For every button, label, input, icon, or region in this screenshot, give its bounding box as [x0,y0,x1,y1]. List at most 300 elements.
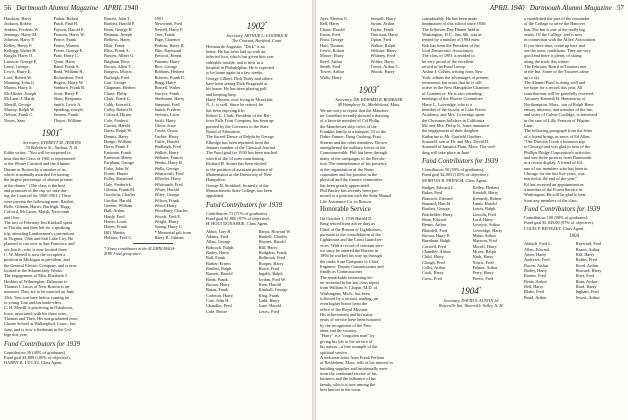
text-line: C. H. Merrill is practicing in Oskaloosa, [4,305,74,311]
contributor-name: Wells, Harry [320,74,342,80]
left-column-3 [206,16,308,418]
contributor-name: Hazen, Arthur [575,246,600,252]
text-line: lege this year. [4,332,28,338]
contributor-name: Lamson, George P. [4,58,37,64]
contributor-name: Merrill, George [4,101,31,107]
contributor-name: Davis, Ralph W. [104,128,133,134]
text-line: Iowa, associated with his three sons, [4,310,67,316]
honorable-service-heading: Honorable Service [320,205,371,213]
contributor-name: Bancroft, Edward [422,195,453,201]
text-line: On October 1, 1939 Harold D. [320,215,373,221]
contributor-name: Robbins, Herbert [154,69,185,75]
text-line: Dabie Farmer, Doug Cushing, Fran [320,134,381,140]
contributor-name: Goodwin, Charles [104,192,136,198]
contributor-name: Colby, Robert B. [104,106,134,112]
contributor-name: Ames, Harry [524,252,547,258]
text-line: considerably. He has been made [422,16,478,21]
text-line: located at the Schenectady Works. [4,268,63,274]
text-line: York, admits the advantages of present [422,74,489,80]
contributor-name: Clark, Frank C. [104,96,131,102]
text-line: at the Inn. Some of the Trustees came [524,69,589,75]
contributor-name: Russell, Walter [154,85,181,91]
text-line: be very proud of the excellent [422,58,474,64]
contributor-name: Johnson, Harry P. [4,37,35,43]
contributor-name: Weeks, Harry R. [154,160,184,166]
contributor-name: Thurston, Harry [370,32,399,38]
contributor-name: Sanborn, Frank B. [53,85,86,91]
contributor-name: Nash, Harry [472,254,494,260]
contributor-name: Fuller, Raymond [104,176,133,182]
contributor-name: Kennedy, Robert [472,195,502,201]
contributor-name: Peirce, Frank [53,37,77,43]
text-line: better. He has been laid up with an [206,48,266,54]
contributor-name: Clough, Fred [422,259,445,265]
contributor-name: Ingalls, Ralph [258,271,283,277]
contributor-name: Kent, Harold [258,282,281,288]
contributor-name: Brown, Harry [206,282,230,288]
contributor-name: Rugg, Harry [154,80,176,86]
text-line: of Commerce. He is also attending [422,90,482,96]
contributor-name: Smith, Lewis A. [53,101,82,107]
text-line: giving his life to the service of [320,338,373,344]
text-line: Elbridge has been reprinted from the [206,139,270,145]
contributor-name: Pettee, Warren [53,42,79,48]
contributor-name: Ingham, Fred [575,289,599,295]
contributor-name: Tower, Arthur [320,69,345,75]
contributor-name: Hawkins, Harry [4,16,32,21]
text-line: the General Electric Company, and is now [4,262,77,268]
contributor-name: Taylor, Frank [370,26,394,32]
contributor-name: Lewis, Fred [258,308,280,314]
contributor-name: Barker, Ernest [206,260,231,266]
text-line: pointed by the Governor to the State [206,123,269,129]
text-line: to be home again in a few weeks. [206,70,264,76]
contributor-name: Kimball, George [258,287,288,293]
contributor-name: Perkins, Harry B. [154,42,185,48]
contributor-name: Blair, Frank [104,42,125,48]
contributor-name: Cate, John H. [206,298,230,304]
contributor-name: Dennis, Harry [104,133,129,139]
contributor-name: Fiske, John W. [104,165,130,171]
contributor-name: Foster, Hazen [104,170,128,176]
contributor-name: Hayward, Fred [575,241,602,247]
text-line: Colcord, McCarter, Marsh, Newcomb [4,209,70,215]
text-line: Eddie writes: "You will be surprised to [4,150,71,156]
text-line: ing the Carnival for 1900-1901.) There [4,193,71,199]
text-line: If you have time, come up here and [524,42,585,48]
contributor-name: Parker, Robert [53,16,79,21]
contributor-name: Payson, Harold E. [53,26,85,32]
text-line: the Manchester ship crews of the [320,123,377,129]
contributor-names [206,229,308,315]
text-line: lows Falls Trust Company, has been ap- [206,118,275,124]
contributor-name: Adams, Fred [206,233,229,239]
text-line: years of service have been honored [320,317,381,323]
text-line: Phillips Dodge Corporation's activities [524,149,591,155]
text-line: The engagement of Miss Elizabeth J. [4,273,68,279]
text-line: and saw three pictures from Dartmouth [524,154,592,160]
text-line: Stearns and the other members. Brown [320,139,387,145]
text-line: with 6 of the 14 men contributing. [206,155,265,161]
contributor-name: Bean, George H. [104,26,133,32]
contributor-name: Hood, Arthur [575,262,599,268]
secretary-address: 35 Belvidere St., Nashua, N. H. [25,145,79,151]
contributor-name: Lord, Robert W. [4,74,32,80]
class-notes-body [422,16,520,155]
contributor-name: Bartlett, Harold P. [104,21,136,27]
contributor-name: Allen, Edward [524,246,550,252]
contributor-name: Smith, Fred [320,64,341,70]
contributor-name: Chandler, Arthur [422,249,451,255]
text-line: Inn. The Inn is one of the really big [524,26,585,32]
contributor-name: Lord, Harry [472,217,494,223]
text-line: The Fund goal for 1939 has been reached [206,150,278,156]
contributor-name: Cook, Harry [422,270,444,276]
contributor-name: Stevens, Leon [154,112,179,118]
contributor-name: Smith, Frederic [154,106,182,112]
contributor-names [524,241,624,300]
left-magazine-title: Dartmouth Alumni Magazine [16,4,99,12]
contributor-name: Carr, George [104,80,127,86]
contributor-name: Haynes, Harold [258,239,286,245]
contributor-name: Baker, Fred [422,190,443,196]
fund-contributors: Contributors 50 (59% of graduates). [422,166,485,172]
contributor-name: Newcomb, Fred [154,21,183,27]
fund-contributors: Contributors 39 (48% of graduates). [4,349,67,355]
text-line: even higher honor from the [320,301,368,307]
contributor-name: White, Harold [154,187,180,192]
text-line: George Gilbert, Dick Duffy and others [206,75,273,81]
right-running-head [490,4,624,12]
contributor-name: Harry B. Gilman [154,235,184,241]
text-line: nounced. They are to be married on June [4,289,75,295]
text-line: see the snow conditions. They are very [524,48,591,54]
text-line: A welcome letter from Frank Perham [320,354,385,360]
contributor-name: Holmes, Fred C. [104,235,133,241]
text-line: Scannell, son of Dr. and Mrs. David D. [422,138,490,144]
contributor-name: Lewis, Robert [320,48,345,54]
text-line: N. J., is well. Since he retired, he [206,102,263,108]
text-line: Dinner in Boston by a number of us, [4,166,67,172]
contributor-name: Chandler, Fred [206,303,232,309]
text-line: The Alumni Fund is doing well and [524,80,586,86]
contributor-name: Wells, George [154,165,179,171]
text-line: good and there is plenty of skiing [524,53,582,59]
left-column-1 [4,16,100,418]
text-line: June, and is now a freshman in the Col- [4,326,73,332]
text-line: Washington. He will be glad to hear [524,192,586,198]
text-line: building supplies and incidentally men- [320,365,389,371]
text-line: married at the end of the year." [524,176,578,182]
text-line: we hope for a record this year. All [524,85,583,91]
name-list-top [4,16,100,123]
contributor-name: Norris, Fred [472,259,494,265]
class-heading-1902: 1902* [246,21,268,31]
contributor-name: Pierce, Fred [472,275,494,281]
text-line: Harry Bowen, now living in Montclair, [206,97,274,103]
text-line: ice since he entered the Bureau in [320,247,378,253]
left-running-head [4,4,138,12]
class-notes-tail [320,355,418,392]
text-line: have been seeing Dick Fitzgerald at [206,81,268,86]
contributor-name: Patch, Paul H. [53,21,79,27]
contributor-name: Gordon, Harold [104,197,132,203]
text-line: of the College to serve the Hanover [524,21,586,27]
text-line: in connection with the Allies' Association. [524,37,597,43]
text-line: of a friend brings us news of Ed Allen: [524,133,591,139]
contributor-name: Manning, John G. [4,80,36,86]
text-line: Arthur J. Cohen, writing from New [422,69,483,75]
text-line: Chief of the Bureau of Lighthouses, [320,226,382,232]
contributor-name: Brown, Allen T. [104,64,132,70]
contributor-name: Lincoln, Fred [472,211,496,217]
contributor-name: Lane, Harold [258,303,282,309]
contributor-name: Wilson, Frank [154,197,179,203]
text-line: the engagement of their daughter [422,128,479,134]
text-line: 1894 he worked his way up through [320,253,382,259]
contributor-name: Bartlett, George [422,206,450,212]
text-line: by the recognition of the Pres- [320,322,373,328]
text-line: Mr. and Mrs. Philip N. Jones announce [422,122,490,128]
text-line: The following paragraph from the letter [524,128,593,134]
contributor-name: Bassett, Harold [206,271,233,277]
text-line: his nation—a fine example of the [320,344,378,350]
contributor-name: Wheeler, Harry [154,176,182,182]
contributor-name: Chase, Philip [104,90,127,96]
text-line: Choate School at Wallingford, Conn., last [4,321,76,327]
text-line: finally as Commissioner. [320,269,363,275]
text-line: Franklin family at a banquet, 15 of the [320,129,387,135]
contributor-name: Marston, Fred [472,238,497,244]
contributor-name: Palmer, Arthur [472,265,498,271]
contributor-name: Bellows, Harry [104,37,131,43]
contributor-name: Emerson, Henry [104,154,133,160]
contributor-name: Ladd, Harry [258,298,280,304]
footnote-line: * Ninety contributors in the ALUMNI MAGA- [104,247,176,252]
contributor-name: Page, Clarence [154,37,181,43]
text-line: Engineer, Deputy Commissioner and [320,264,384,269]
contributor-name: Pratt, Harry C. [53,53,79,59]
contributor-name: Richardson, Fred [53,74,84,80]
contributor-name: Hill, Harry [575,252,595,258]
text-line: hear that the Class of 1901 is represented [4,155,75,161]
contributor-name: Beals, Arthur [524,278,547,284]
class-notes-body [206,44,308,199]
text-line: to the position of assistant professor of [206,166,273,172]
contributor-name: Hayes, Frank [104,224,127,230]
contributor-name: Hardy, Fred [104,213,125,219]
contributor-name: Tilton, Jesse [154,122,176,128]
contributor-name: Oser, Frank [154,32,175,38]
contributor-name: Simpson, Fred [154,101,180,107]
contributor-name: Chapman, Herbert [104,85,136,91]
text-line: The fact of February Jim Kimball spent [4,219,73,225]
text-line: which is annually awarded for having [4,171,69,177]
secretary-line: Secretary, EVERETT M. JENKINS [22,139,82,145]
text-line: ident and the country. [320,328,358,334]
contributor-name: Colcord, Hiram [104,112,131,118]
text-line: one of our members who has been in [524,165,588,171]
text-line: Massachusetts State College, has been [206,187,272,193]
contributor-name: Lewis, Harry E. [4,69,32,75]
contributor-name: Carleton, Harry [206,292,233,298]
contributor-name: Caswell, Fred [422,243,446,249]
text-line: Robert C. Clark, President of the Bel- [206,113,271,119]
contributor-name: Jenkins, Frederic W. [4,26,40,32]
contributor-name: Harris, Louis [104,219,127,225]
contributor-name: Sherburne, Harry [154,96,185,102]
text-line: in Virginia, Ohio and Salt Lake City. He [4,235,74,241]
contributor-name: Hooper, Harry [258,260,284,266]
contributor-name: Tucker, Harry [154,133,179,139]
contributor-name: Aldrich, Fred L. [524,241,552,247]
text-line: His achievement and his many [320,312,373,318]
contributor-name: Bemis, Arthur [422,222,447,228]
contributor-name: Greene, William [104,203,133,209]
contributor-name: McAllister, Joseph [4,90,37,96]
text-line: Katharine to Mr. Garfield Gardner [422,133,482,139]
contributor-name: 1901 [154,16,164,21]
contributor-name: Shaw, Benjamin [53,96,82,102]
text-line: Attorney Kenneth H. Hemenway of [524,96,586,102]
contributor-name: McLane, J. Hardy [4,96,36,102]
footnote [104,247,202,256]
contributor-name: Prescott, Ernest [154,53,182,59]
contributor-name: Morse, Ralph [472,249,496,255]
text-line: meetings of the Hoover Committee. [422,96,484,102]
secretary-address: Waterville Inn, Waterville Valley, N. H. [438,303,504,309]
contributor-name: Hurd, Harry [575,284,597,290]
contributor-name: Pearson, Harry W. [53,32,86,38]
contributor-name: Spalding, Joseph [53,106,83,112]
text-line: record of its Fund Group. [422,64,466,70]
contributor-name: Howard, Harry [575,268,602,274]
contributor-name: Merrill, Harry [472,243,497,249]
contributor-name: Bartlett, Ralph [206,266,232,271]
text-line: The Jefferson Day Dinner held at [422,26,480,32]
text-line: Board of Education. [206,129,241,135]
text-line: The remarkable interesting let- [320,274,374,280]
contributor-name: Haskell, Charles [258,233,287,239]
contributor-name: Webster, Francis [154,154,184,160]
text-line: of a favorite member of Cal Philip, [320,118,381,124]
contributor-name: Rand, Frank A. [53,64,80,70]
contributor-name: Bailey, Harry [524,268,548,274]
left-page-number: 56 [4,4,11,12]
text-line: infected foot, which has given him con- [206,54,275,60]
contributor-name: Holbrook, Fred [258,255,285,261]
text-line: in a recent display. A friend of Ed, [524,160,583,166]
fund-agent: HARRY R. LUCAS, Class Agent. [4,360,63,366]
contributor-name: Wadleigh, Fred [154,144,181,150]
contributor-name: Bean, Edward [422,217,447,223]
text-line: ter recorded in the last class report [320,280,380,286]
contributor-name: Rice, George [154,64,178,70]
fund-heading: Fund Contributors for 1939 [206,201,283,209]
contributor-name: Mann, Arthur [472,233,496,239]
text-line: We are sorry to report that the Manches- [320,107,390,113]
contributor-name: Tuttle, Harold [154,138,179,144]
contributor-name: Upton, Fred [370,37,392,43]
text-line: ding will take place in June. [422,149,471,155]
contributor-name: Stearns, Frank [53,112,79,118]
text-line: headmaster of this school since 1936. [422,21,487,27]
contributor-name: Reed, Arthur [320,58,343,64]
contributor-name: Andrews, Fred [524,257,550,263]
text-line: The Sacred Dance of Delphi by George [206,134,274,140]
text-line: business and the influence of his [320,376,376,382]
contributor-name: Bell, Harry [320,21,340,27]
text-line: in the case of Lilly Pearson of Pilgrim [524,117,590,123]
text-line: 15th. Tom was here before coming on [4,294,70,300]
contributor-name: Jewett, Arthur [575,294,600,300]
contributor-name: Bowen, Albert G. [104,53,135,59]
text-line: at the Winter Carnival and the Alumni [4,161,70,167]
text-line: his home. He has been playing golf [206,86,267,92]
text-line: strengthened the military forces of the [320,145,386,151]
secretary-line: Secretary, DR. EDWARD R. BURBANK [335,97,403,103]
contributor-name: Batchelder, Harry [422,211,453,217]
footnote-line: ZINE Fund group since. [104,252,142,257]
text-line: followed by a second, tending, an [320,296,378,302]
contributor-name: * Memorial gift from [154,229,192,235]
contributor-name: Hodgdon, Frank [258,249,287,255]
text-line: best known in the town. [320,386,362,392]
text-line: from William S. Chapin, M.D. of [320,285,378,291]
contributor-name: Burnham, Ralph [422,238,451,244]
contributor-name: Hill, Harry [258,244,278,250]
contributor-name: Frost, George [320,37,344,43]
contributor-name: Quint, Harry [53,58,76,64]
contributor-name: Nelson, Frank C. [4,112,34,118]
text-line: office of the Royal Mission. [320,306,369,312]
contributor-name: Bond, Arthur [524,294,547,300]
contributor-name: Towle, Orson [154,128,178,134]
text-line: has been greatly appreciated. [320,182,370,188]
contributor-name: Whitney, Fred [370,53,396,59]
contributor-name: Brown, Harry P. [422,233,450,239]
contributor-name: Knight, Harry O. [4,53,34,59]
contributor-name: Hart, Thomas [320,42,344,48]
text-line: planned to run over to San Francisco and [4,241,75,247]
secretary-line: Secretary, ARTHUR L. GOODRICH [226,33,288,38]
right-magazine-title: Dartmouth Alumni Magazine [529,4,612,12]
text-line: Washington, D.C., Jan. 8th, was at- [422,32,483,38]
contributor-name: Eastman, Frank [104,149,131,155]
contributor-name: Moore, Harry [320,53,344,59]
contributor-name: Sawyer, Frank [154,90,180,96]
honorable-service-body [320,216,418,355]
text-line: tion. The remembrance of his presence [320,161,387,167]
text-line: see Jim Jr., who is now located there. [4,246,68,252]
contributor-name: Roberts, Frank C. [154,74,186,80]
contributor-name: Eaton, Fred [320,32,341,38]
contributor-names [422,185,520,281]
text-line: pursuant to the consolidation of the [320,231,381,237]
text-line: of Bethlehem, Mass. tells of his interest in [320,360,393,366]
contributor-name: Burleigh, Fred [104,74,130,80]
text-line: Academy, and Mrs. Loveridge spent [422,112,485,118]
class-notes-body [4,150,100,337]
contributor-name: Dodge, William [104,138,132,144]
contributor-name: Thayer, William [53,117,82,123]
contributor-name: Cross, Fred [422,275,442,281]
contributor-name: Kendall, Harry [472,190,499,196]
left-column-2 [104,16,202,418]
right-page-number: 57 [617,4,624,12]
contributor-name: Wentworth, Fred [154,170,184,176]
text-line: Mathematics at the University of New [206,171,272,177]
